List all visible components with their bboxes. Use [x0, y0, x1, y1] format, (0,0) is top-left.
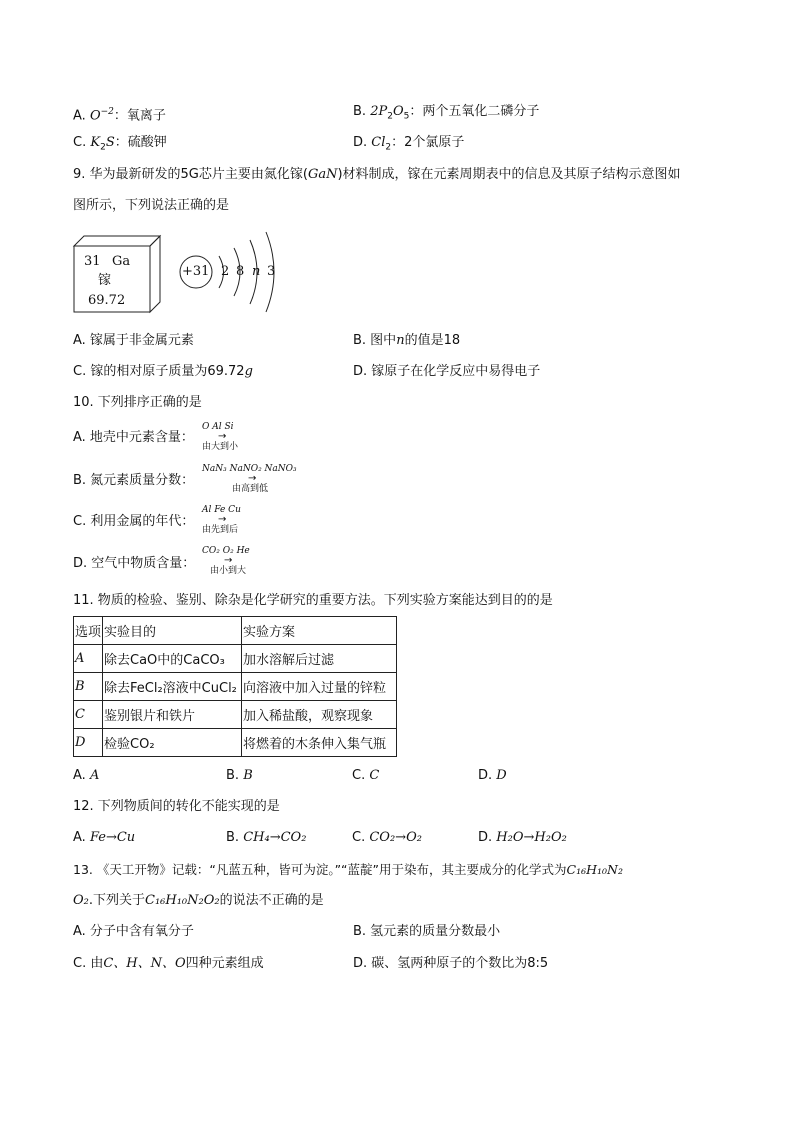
row-plan: 向溶液中加入过量的锌粒	[242, 673, 397, 701]
q10-option-d-label: D. 空气中物质含量：	[73, 556, 196, 571]
shell-4-electrons: 3	[267, 264, 276, 279]
table-row	[74, 645, 397, 673]
row-option: B	[74, 673, 103, 701]
table-row	[74, 701, 397, 729]
q9-option-d: D. 镓原子在化学反应中易得电子	[353, 364, 541, 379]
q13-option-a: A. 分子中含有氧分子	[73, 924, 194, 939]
q13-stem-line2: O₂.下列关于C₁₆H₁₀N₂O₂的说法不正确的是	[73, 893, 324, 908]
q12-choice-a: A. Fe→Cu	[73, 830, 136, 845]
q12-choice-b: B. CH₄→CO₂	[226, 830, 307, 845]
table-row	[74, 729, 397, 757]
q12-stem: 12. 下列物质间的转化不能实现的是	[73, 799, 280, 814]
row-plan: 加水溶解后过滤	[242, 645, 397, 673]
q8-option-a: A. $O^{-2}$：氧离子	[73, 107, 166, 124]
q9-option-b: B. 图中n的值是18	[353, 333, 461, 348]
element-mass: 69.72	[88, 293, 126, 308]
q10-option-b-sequence: NaN₃ NaNO₂ NaNO₃ → 由高到低	[202, 464, 297, 494]
row-purpose: 鉴别银片和铁片	[103, 701, 242, 729]
row-purpose: 检验CO₂	[103, 729, 242, 757]
q10-option-b-label: B. 氮元素质量分数：	[73, 473, 195, 488]
q10-option-a-sequence: O Al Si → 由大到小	[202, 422, 239, 452]
header-plan: 实验方案	[242, 617, 397, 645]
q11-choice-c: C. C	[352, 768, 380, 783]
row-plan: 将燃着的木条伸入集气瓶	[242, 729, 397, 757]
shell-2-electrons: 8	[236, 264, 245, 279]
q8-option-c: C. $K_2S$：硫酸钾	[73, 135, 167, 153]
q10-stem: 10. 下列排序正确的是	[73, 395, 202, 410]
header-option: 选项	[74, 617, 103, 645]
q8-option-b: B. $2P_2O_5$：两个五氧化二磷分子	[353, 104, 540, 122]
q13-option-c: C. 由C、H、N、O四种元素组成	[73, 956, 264, 971]
q11-stem: 11. 物质的检验、鉴别、除杂是化学研究的重要方法。下列实验方案能达到目的的是	[73, 593, 553, 608]
row-option: A	[74, 645, 103, 673]
row-option: D	[74, 729, 103, 757]
table-row	[74, 673, 397, 701]
row-option: C	[74, 701, 103, 729]
q9-option-c: C. 镓的相对原子质量为69.72g	[73, 364, 253, 379]
experiment-table	[73, 616, 397, 757]
q13-stem-line1: 13. 《天工开物》记载：“凡蓝五种，皆可为淀。”“蓝靛”用于染布，其主要成分的化学式为C₁₆H₁₀N₂	[73, 862, 623, 877]
q11-choice-d: D. D	[478, 768, 507, 783]
q9-stem-line2: 图所示，下列说法正确的是	[73, 198, 230, 213]
nucleus-charge: +31	[182, 264, 210, 279]
q9-stem-line1: 9. 华为最新研发的5G芯片主要由氮化镓(GaN)材料制成，镓在元素周期表中的信息及其原子结构示意图如	[73, 167, 681, 182]
element-number: 31	[84, 254, 101, 269]
q11-choice-a: A. A	[73, 768, 100, 783]
row-plan: 加入稀盐酸，观察现象	[242, 701, 397, 729]
table-header-row	[74, 617, 397, 645]
shell-3-electrons: n	[252, 264, 261, 279]
shell-1-electrons: 2	[221, 264, 230, 279]
header-purpose: 实验目的	[103, 617, 242, 645]
q10-option-a-label: A. 地壳中元素含量：	[73, 430, 194, 445]
q12-choice-c: C. CO₂→O₂	[352, 830, 422, 845]
q13-option-d: D. 碳、氢两种原子的个数比为8:5	[353, 956, 549, 971]
q10-option-c-sequence: Al Fe Cu → 由先到后	[202, 505, 241, 535]
q12-choice-d: D. H₂O→H₂O₂	[478, 830, 567, 845]
element-name: 镓	[98, 273, 112, 288]
q11-choice-b: B. B	[226, 768, 253, 783]
q9-option-a: A. 镓属于非金属元素	[73, 333, 194, 348]
row-purpose: 除去CaO中的CaCO₃	[103, 645, 242, 673]
element-symbol: Ga	[112, 254, 131, 269]
q13-option-b: B. 氢元素的质量分数最小	[353, 924, 501, 939]
q10-option-c-label: C. 利用金属的年代：	[73, 514, 195, 529]
q10-option-d-sequence: CO₂ O₂ He → 由小到大	[202, 546, 250, 576]
row-purpose: 除去FeCl₂溶液中CuCl₂	[103, 673, 242, 701]
q8-option-d: D. $Cl_2$：2个氯原子	[353, 135, 465, 153]
